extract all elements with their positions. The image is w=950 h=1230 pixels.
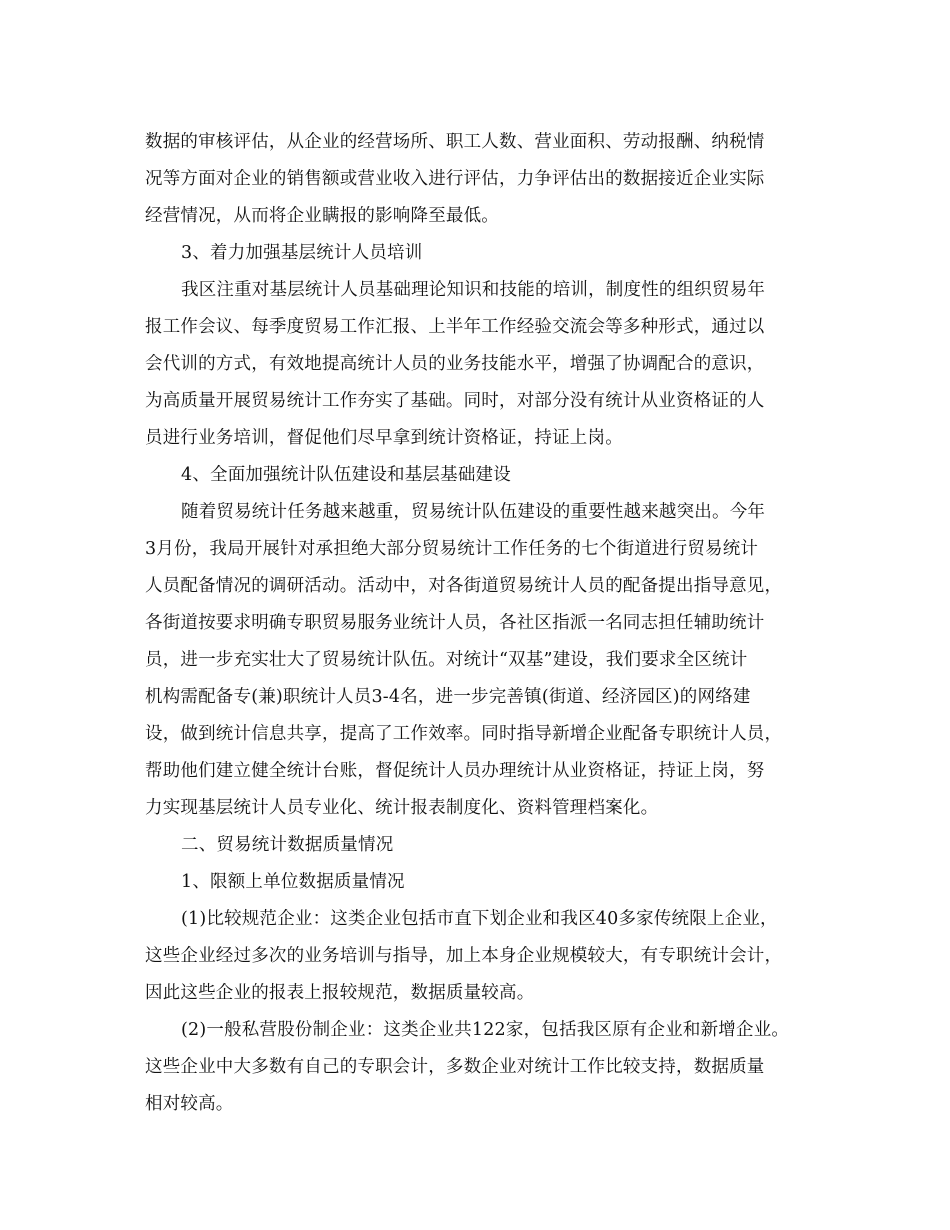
text-line: 人员配备情况的调研活动。活动中，对各街道贸易统计人员的配备提出指导意见，	[145, 576, 783, 596]
text-line: 二、贸易统计数据质量情况	[181, 835, 394, 855]
text-line: 数据的审核评估，从企业的经营场所、职工人数、营业面积、劳动报酬、纳税情	[145, 132, 765, 152]
text-line: 这些企业经过多次的业务培训与指导，加上本身企业规模较大，有专职统计会计，	[145, 946, 783, 966]
text-line: 4、全面加强统计队伍建设和基层基础建设	[181, 465, 511, 485]
text-line: 我区注重对基层统计人员基础理论知识和技能的培训，制度性的组织贸易年	[181, 280, 766, 300]
text-line: 这些企业中大多数有自己的专职会计，多数企业对统计工作比较支持，数据质量	[145, 1057, 765, 1077]
text-line: (2)一般私营股份制企业：这类企业共122家，包括我区原有企业和新增企业。	[181, 1020, 790, 1040]
text-line: (1)比较规范企业：这类企业包括市直下划企业和我区40多家传统限上企业，	[181, 909, 778, 929]
text-line: 随着贸易统计任务越来越重，贸易统计队伍建设的重要性越来越突出。今年	[181, 502, 766, 522]
text-line: 相对较高。	[145, 1094, 234, 1114]
text-line: 会代训的方式，有效地提高统计人员的业务技能水平，增强了协调配合的意识，	[145, 354, 765, 374]
text-line: 设，做到统计信息共享，提高了工作效率。同时指导新增企业配备专职统计人员，	[145, 724, 783, 744]
text-line: 为高质量开展贸易统计工作夯实了基础。同时，对部分没有统计从业资格证的人	[145, 391, 765, 411]
text-line: 力实现基层统计人员专业化、统计报表制度化、资料管理档案化。	[145, 798, 659, 818]
text-line: 报工作会议、每季度贸易工作汇报、上半年工作经验交流会等多种形式，通过以	[145, 317, 765, 337]
text-line: 经营情况，从而将企业瞒报的影响降至最低。	[145, 206, 499, 226]
text-line: 员，进一步充实壮大了贸易统计队伍。对统计“双基”建设，我们要求全区统计	[145, 650, 748, 670]
document-body	[145, 124, 813, 1123]
text-line: 3、着力加强基层统计人员培训	[181, 243, 423, 263]
text-line: 各街道按要求明确专职贸易服务业统计人员，各社区指派一名同志担任辅助统计	[145, 613, 765, 633]
text-line: 3月份，我局开展针对承担绝大部分贸易统计工作任务的七个街道进行贸易统计	[145, 539, 759, 559]
text-line: 帮助他们建立健全统计台账，督促统计人员办理统计从业资格证，持证上岗，努	[145, 761, 765, 781]
text-line: 因此这些企业的报表上报较规范，数据质量较高。	[145, 983, 535, 1003]
text-line: 员进行业务培训，督促他们尽早拿到统计资格证，持证上岗。	[145, 428, 623, 448]
text-line: 机构需配备专(兼)职统计人员3-4名，进一步完善镇(街道、经济园区)的网络建	[145, 687, 751, 707]
text-line: 况等方面对企业的销售额或营业收入进行评估，力争评估出的数据接近企业实际	[145, 169, 765, 189]
text-line: 1、限额上单位数据质量情况	[181, 872, 405, 892]
